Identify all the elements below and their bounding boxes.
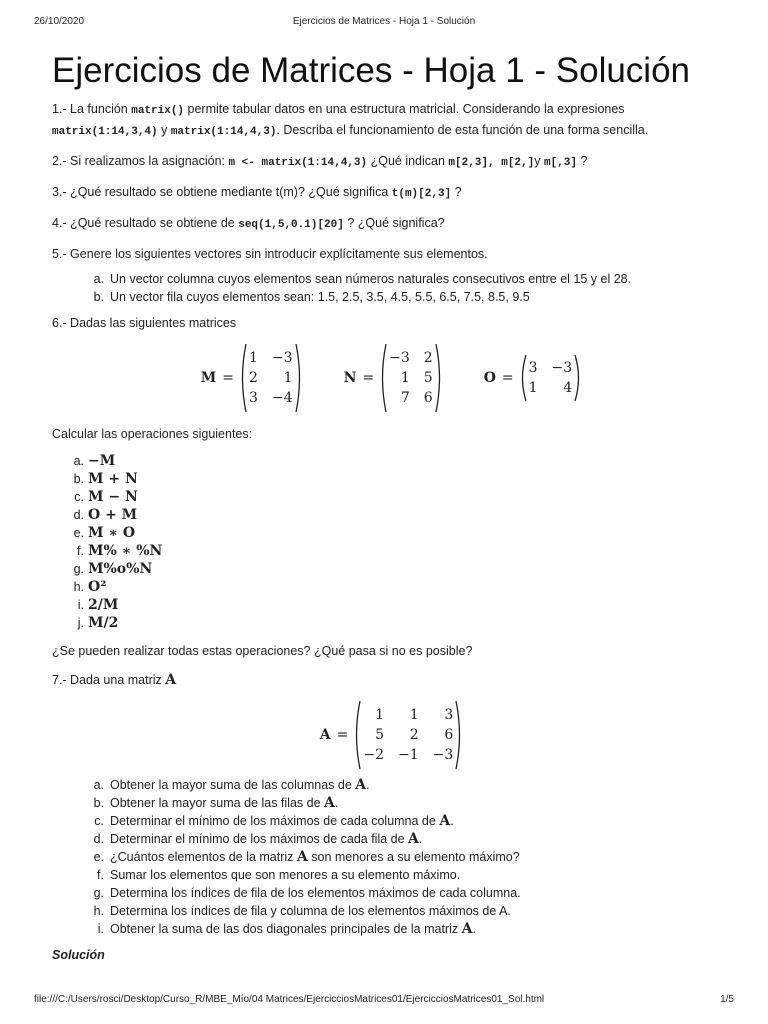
q1-text-4: . Describa el funcionamiento de esta función de una forma sencilla. [276,123,649,137]
op-expr: M + N [88,471,138,487]
item-end: . [418,832,423,846]
op-expr: M%o%N [88,561,153,577]
item-label: c. [74,490,84,504]
item-math: A [408,831,419,847]
question-4 [52,214,732,235]
q2-text-2: ¿Qué indican [367,154,449,168]
print-date: 26/10/2020 [34,16,85,27]
item-label: a. [73,454,84,468]
item-label: h. [93,904,104,918]
q2-text-1: 2.- Si realizamos la asignación: [52,154,229,168]
q7-list [52,776,732,938]
item-end: . [472,922,476,936]
item-end: . [366,778,370,792]
matrix-cell: 3 [249,390,258,406]
q2-code-3: m[,3] [543,157,577,169]
item-end: . [450,814,454,828]
right-paren [295,343,304,413]
item-label: b. [93,796,104,810]
matrix-cell: 1 [528,380,538,396]
q1-text-3: y [157,123,171,137]
left-paren [238,343,247,413]
item-math: A [296,849,308,865]
question-3 [52,183,732,204]
print-header-title: Ejercicios de Matrices - Hoja 1 - Solución [292,16,476,27]
list-item [90,776,732,794]
matrix-cell: −4 [271,390,293,406]
q4-text-2: ? ¿Qué significa? [343,216,445,230]
list-item [90,288,732,306]
item-label: f. [97,868,104,882]
q6-question: ¿Se pueden realizar todas estas operaciones? ¿Qué pasa si no es posible? [52,644,473,658]
op-expr: M ∗ O [88,525,136,541]
q6-matrices [52,343,732,413]
item-text: Determina los índices de fila de los elementos máximos de cada columna. [110,886,521,900]
item-text: Un vector columna cuyos elementos sean números naturales consecutivos entre el 15 y el 28. [110,272,632,286]
matrix-cell: 3 [528,360,538,376]
list-item [62,524,732,542]
q2-code-1: m <- matrix(1:14,4,3) [228,157,368,169]
item-text: Obtener la mayor suma de las columnas de [110,778,356,792]
q6-ops-list [52,452,732,632]
list-item [62,542,732,560]
question-7 [52,671,732,690]
page-title: Ejercicios de Matrices - Hoja 1 - Solución [52,51,691,90]
matrix-O [484,354,584,402]
item-label: g. [73,562,84,576]
item-label: h. [73,580,84,594]
item-label: g. [93,886,104,900]
matrix-cell: 3 [444,707,454,723]
list-item [90,866,732,884]
list-item [62,614,732,632]
matrix-cell: 2 [249,370,258,386]
item-math: A [439,813,451,829]
item-label: d. [93,832,104,846]
item-label: e. [93,850,104,864]
equals-sign: = [362,370,375,386]
op-expr: M − N [88,489,138,505]
q6-calc-text: Calcular las operaciones siguientes: [52,427,253,441]
item-label: f. [77,544,84,558]
list-item [90,884,732,902]
item-text: Sumar los elementos que son menores a su elemento máximo. [110,868,461,882]
q1-code-1: matrix() [131,105,185,117]
item-text: Determinar el mínimo de los máximos de cada fila de [110,832,409,846]
item-text: Determinar el mínimo de los máximos de cada columna de [110,814,440,828]
q3-text-2: ? [451,185,462,199]
matrix-name: O [483,370,496,386]
list-item [90,794,732,812]
item-label: a. [93,778,104,792]
list-item [90,848,732,866]
q7-matrix-wrap [52,700,732,770]
q7-matrix-name: A [165,672,177,688]
matrix-cell: −3 [551,360,573,376]
item-text: Un vector fila cuyos elementos sean: 1.5, 2.5, 3.5, 4.5, 5.5, 6.5, 7.5, 8.5, 9.5 [110,290,530,304]
q4-code-1: seq(1,5,0.1)[20] [238,219,344,231]
matrix-cell: 5 [423,370,433,386]
question-6: 6.- Dadas las siguientes matrices [52,316,237,330]
print-url: file:///C:/Users/rosci/Desktop/Curso_R/MBE_Mío/04 Matrices/EjercicciosMatrices01/EjercicciosMatrices01_Sol.html [34,994,545,1005]
matrix-cell: 2 [409,727,419,743]
list-item [90,920,732,938]
matrix-cells [527,360,575,396]
list-item [90,902,732,920]
matrix-cell: 2 [423,350,433,366]
item-label: e. [73,526,84,540]
item-end: . [334,796,339,810]
q1-code-2: matrix(1:14,3,4) [52,126,158,138]
item-math: A [461,921,473,937]
matrix-cells [387,350,435,406]
item-label: a. [93,272,104,286]
q1-text-2: permite tabular datos en una estructura matricial. Considerando la expresiones [184,102,625,116]
item-text: ¿Cuántos elementos de la matriz [110,850,297,864]
document-body [52,52,732,975]
matrix-cells [361,707,455,763]
list-item [90,812,732,830]
matrix-cell: 7 [400,390,410,406]
q1-text-1: 1.- La función [52,102,132,116]
matrix-name: N [343,370,357,386]
matrix-name: M [200,370,217,386]
matrix-cell: −2 [363,747,384,763]
item-label: d. [73,508,84,522]
print-page-number: 1/5 [720,994,734,1005]
item-text: Determina los índices de fila y columna de los elementos máximos de A. [110,904,511,918]
q3-text-1: 3.- ¿Qué resultado se obtiene mediante t(m)? ¿Qué significa [52,185,392,199]
list-item [62,488,732,506]
op-expr: −M [88,453,116,469]
list-item [90,830,732,848]
list-item [62,452,732,470]
item-end: son menores a su elemento máximo? [307,850,520,864]
item-text: Obtener la mayor suma de las filas de [110,796,324,810]
q2-code-2: m[2,3], m[2,] [448,157,535,169]
op-expr: M/2 [88,615,119,631]
matrix-cell: 1 [409,707,419,723]
matrix-A [320,700,465,770]
matrix-cell: −3 [432,747,454,763]
matrix-cell: 6 [444,727,454,743]
question-5: 5.- Genere los siguientes vectores sin introducir explícitamente sus elementos. [52,247,488,261]
left-paren [518,354,527,402]
item-label: b. [93,290,104,304]
list-item [62,578,732,596]
q3-code-1: t(m)[2,3] [391,188,452,200]
op-expr: O² [88,579,107,595]
matrix-name: A [319,727,331,743]
item-label: i. [77,598,84,612]
matrix-N [344,343,444,413]
matrix-cell: 4 [563,380,573,396]
matrix-cell: −1 [397,747,419,763]
q5-list [52,270,732,306]
left-paren [352,700,361,770]
item-text: Obtener la suma de las dos diagonales principales de la matriz [110,922,462,936]
right-paren [455,700,464,770]
list-item [62,506,732,524]
question-1 [52,100,732,142]
equals-sign: = [222,370,235,386]
matrix-cell: 6 [423,390,433,406]
matrix-cell: 5 [375,727,384,743]
op-expr: O + M [88,507,138,523]
op-expr: 2/M [88,597,119,613]
q7-text: 7.- Dada una matriz [52,673,166,687]
q1-code-3: matrix(1:14,4,3) [170,126,277,138]
list-item [90,270,732,288]
matrix-cell: −3 [389,350,410,366]
item-label: c. [94,814,104,828]
q4-text-1: 4.- ¿Qué resultado se obtiene de [52,216,239,230]
equals-sign: = [336,727,349,743]
list-item [62,596,732,614]
matrix-cell: 1 [249,350,258,366]
question-2 [52,152,732,173]
matrix-cell: 1 [283,370,293,386]
item-math: A [355,777,367,793]
list-item [62,560,732,578]
matrix-cell: −3 [271,350,293,366]
matrix-M [201,343,304,413]
item-label: b. [73,472,84,486]
solution-heading: Solución [52,948,105,962]
matrix-cell: 1 [400,370,410,386]
equals-sign: = [501,370,514,386]
item-math: A [324,795,335,811]
right-paren [574,354,583,402]
q2-text-4: ? [576,154,588,168]
left-paren [378,343,387,413]
right-paren [435,343,444,413]
op-expr: M% ∗ %N [88,543,163,559]
item-label: j. [77,616,84,630]
matrix-cell: 1 [375,707,384,723]
q2-text-3: y [534,154,544,168]
list-item [62,470,732,488]
item-label: i. [97,922,104,936]
matrix-cells [247,350,295,406]
